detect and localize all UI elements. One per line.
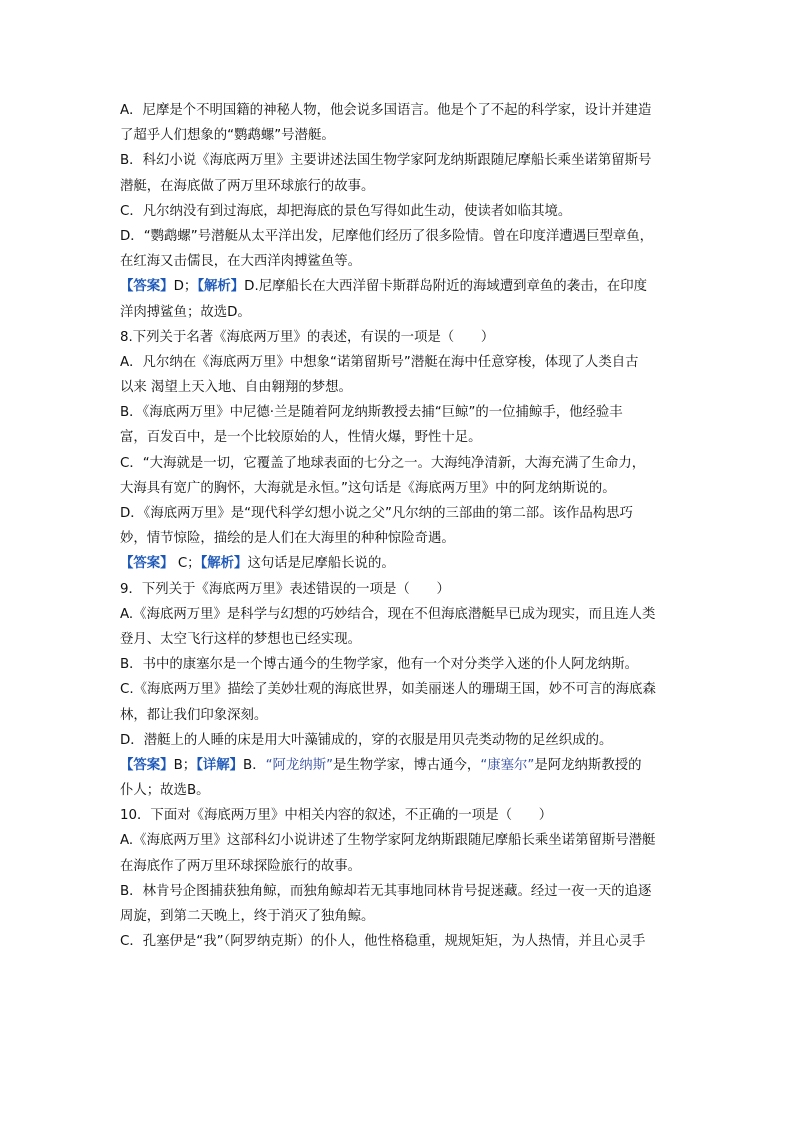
highlight-term: “阿龙纳斯” bbox=[265, 757, 334, 773]
detail-text: B． bbox=[243, 757, 266, 773]
text-line: A.《海底两万里》是科学与幻想的巧妙结合，现在不但海底潜艇早已成为现实，而且连人类 bbox=[120, 606, 656, 622]
answer-value: D； bbox=[173, 279, 198, 295]
answer-label: 【答案】 bbox=[120, 556, 174, 572]
detail-text: 是阿龙纳斯教授的 bbox=[534, 757, 642, 773]
text-line: D．“鹦鹉螺”号潜艇从太平洋出发，尼摩他们经历了很多险情。曾在印度洋遭遇巨型章鱼， bbox=[120, 228, 654, 244]
text-line: 大海具有宽广的胸怀，大海就是永恒。”这句话是《海底两万里》中的阿龙纳斯说的。 bbox=[120, 480, 616, 496]
document-page bbox=[120, 102, 680, 958]
text-line: C．孔塞伊是“我”（阿罗纳克斯）的仆人，他性格稳重，规规矩矩，为人热情，并且心灵手 bbox=[120, 934, 646, 950]
text-line: 在红海又击儒艮，在大西洋肉搏鲨鱼等。 bbox=[120, 254, 362, 270]
text-line: B．林肯号企图捕获独角鲸，而独角鲸却若无其事地同林肯号捉迷藏。经过一夜一天的追逐 bbox=[120, 883, 652, 899]
analysis-label: 【解析】 bbox=[197, 279, 245, 295]
analysis-text: 这句话是尼摩船长说的。 bbox=[247, 556, 395, 572]
detail-label: 【详解】 bbox=[196, 757, 244, 773]
question-stem: 9．下列关于《海底两万里》表述错误的一项是（ ） bbox=[120, 581, 450, 597]
text-line: 仆人；故选B。 bbox=[120, 783, 210, 799]
analysis-label: 【解析】 bbox=[200, 556, 248, 572]
text-line: A.《海底两万里》这部科幻小说讲述了生物学家阿龙纳斯跟随尼摩船长乘坐诺第留斯号潜艇 bbox=[120, 833, 656, 849]
text-line: 林，都让我们印象深刻。 bbox=[120, 707, 268, 723]
question-stem: 10．下面对《海底两万里》中相关内容的叙述，不正确的一项是（ ） bbox=[120, 808, 553, 824]
text-line: D．《海底两万里》是“现代科学幻想小说之父”凡尔纳的三部曲的第二部。该作品构思巧 bbox=[120, 506, 633, 521]
text-line: B．科幻小说《海底两万里》主要讲述法国生物学家阿龙纳斯跟随尼摩船长乘坐诺第留斯号 bbox=[120, 153, 652, 169]
text-line: 妙，情节惊险，描绘的是人们在大海里的种种惊险奇遇。 bbox=[120, 531, 455, 547]
analysis-text: D.尼摩船长在大西洋留卡斯群岛附近的海域遭到章鱼的袭击，在印度 bbox=[244, 279, 648, 295]
text-line: 在海底作了两万里环球探险旅行的故事。 bbox=[120, 858, 362, 874]
text-line: 周旋，到第二天晚上，终于消灭了独角鲸。 bbox=[120, 909, 375, 924]
text-line: D．潜艇上的人睡的床是用大叶藻铺成的，穿的衣服是用贝壳类动物的足丝织成的。 bbox=[120, 732, 613, 748]
text-line: A．凡尔纳在《海底两万里》中想象“诺第留斯号”潜艇在海中任意穿梭，体现了人类自古 bbox=[120, 354, 639, 370]
text-line: 洋肉搏鲨鱼；故选D。 bbox=[120, 304, 251, 320]
text-line: C.《海底两万里》描绘了美妙壮观的海底世界，如美丽迷人的珊瑚王国，妙不可言的海底森 bbox=[120, 682, 656, 698]
text-line: B．《海底两万里》中尼德·兰是随着阿龙纳斯教授去捕“巨鲸”的一位捕鲸手，他经验丰 bbox=[120, 405, 623, 421]
answer-value: B； bbox=[173, 757, 197, 773]
text-line: B．书中的康塞尔是一个博古通今的生物学家，他有一个对分类学入迷的仆人阿龙纳斯。 bbox=[120, 657, 639, 673]
highlight-term: “康塞尔” bbox=[480, 757, 535, 773]
text-line: 潜艇，在海底做了两万里环球旅行的故事。 bbox=[120, 178, 375, 194]
answer-line bbox=[120, 278, 680, 295]
text-line: C．“大海就是一切，它覆盖了地球表面的七分之一。大海纯净清新，大海充满了生命力， bbox=[120, 455, 646, 471]
answer-label: 【答案】 bbox=[120, 757, 174, 773]
question-stem: 8.下列关于名著《海底两万里》的表述，有误的一项是（ ） bbox=[120, 329, 495, 345]
text-line: A．尼摩是个不明国籍的神秘人物，他会说多国语言。他是个了不起的科学家，设计并建造 bbox=[120, 103, 652, 118]
text-line: C．凡尔纳没有到过海底，却把海底的景色写得如此生动，使读者如临其境。 bbox=[120, 203, 572, 219]
detail-text: 是生物学家，博古通今， bbox=[333, 757, 481, 773]
answer-value: C； bbox=[173, 556, 201, 572]
answer-label: 【答案】 bbox=[120, 279, 174, 295]
text-line: 了超乎人们想象的“鹦鹉螺”号潜艇。 bbox=[120, 128, 335, 144]
text-line: 富，百发百中，是一个比较原始的人，性情火爆，野性十足。 bbox=[120, 430, 482, 446]
text-line: 以来 渴望上天入地、自由翱翔的梦想。 bbox=[120, 380, 352, 396]
answer-line bbox=[120, 555, 680, 572]
text-line: 登月、太空飞行这样的梦想也已经实现。 bbox=[120, 631, 362, 647]
answer-line bbox=[120, 757, 680, 774]
